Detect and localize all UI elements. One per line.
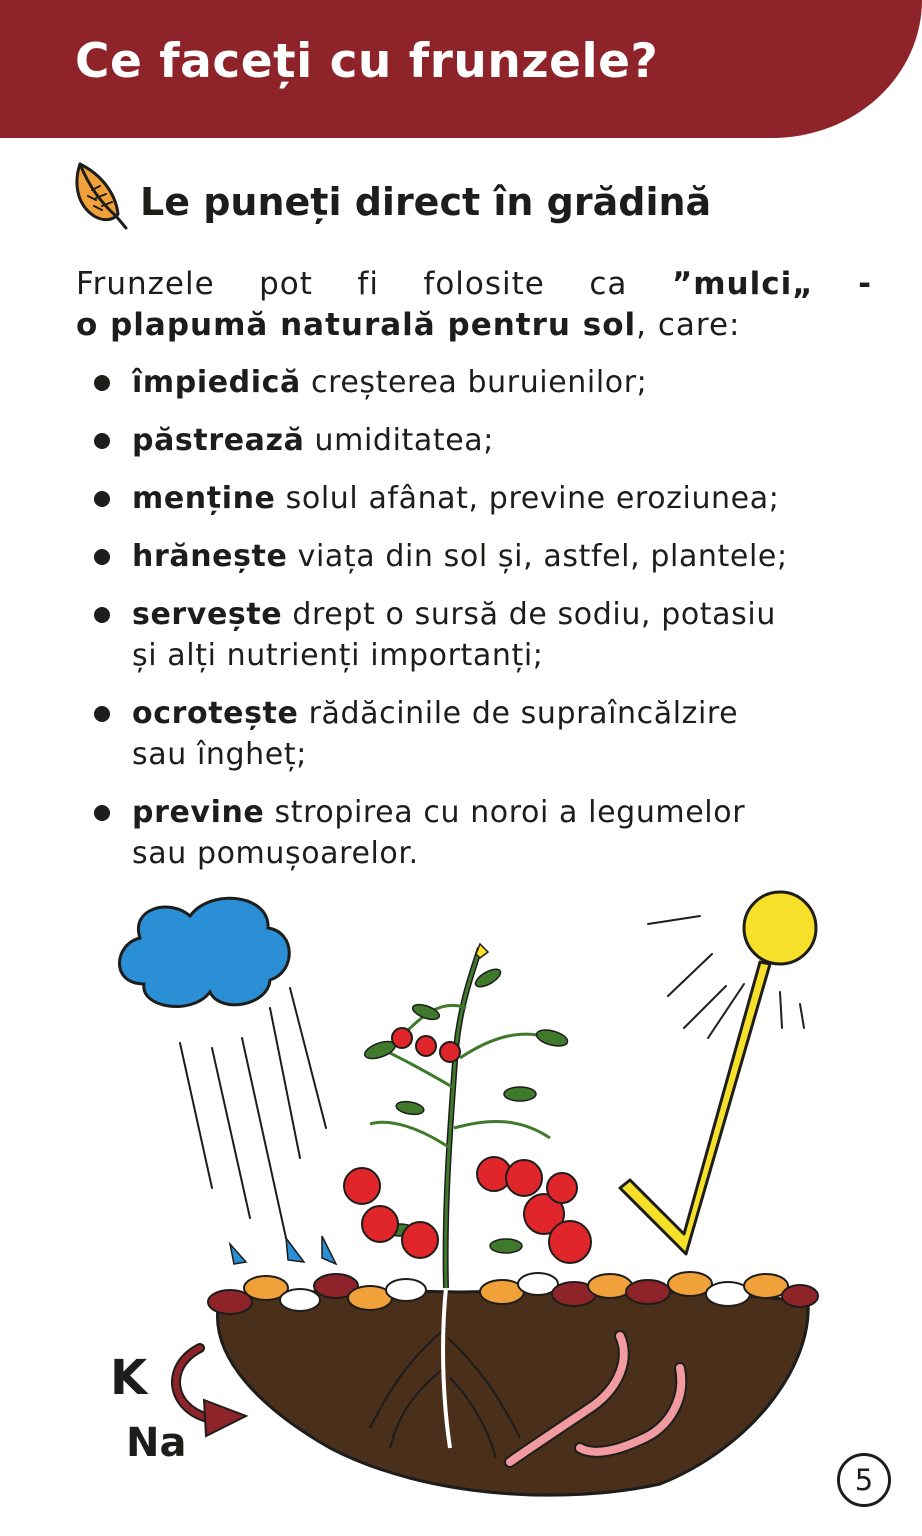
list-item-text <box>132 792 872 874</box>
list-item-rest: viața din sol și, astfel, plantele; <box>287 539 788 574</box>
list-item-bold: menține <box>132 481 276 516</box>
list-item-text <box>132 478 872 519</box>
list-item-bold: servește <box>132 597 283 632</box>
intro-dash: - <box>858 266 872 302</box>
list-item-bold: hrănește <box>132 539 288 574</box>
list-item-bold: previne <box>132 795 265 830</box>
leaf-icon <box>72 160 128 230</box>
section-title: Le puneți direct în grădină <box>140 180 712 224</box>
list-item-text <box>132 693 872 775</box>
bullet-dot-icon <box>94 375 110 391</box>
list-item-text <box>132 420 872 461</box>
bullet-dot-icon <box>94 549 110 565</box>
sodium-label: Na <box>126 1420 187 1466</box>
page-title: Ce faceți cu frunzele? <box>75 34 659 89</box>
list-item-bold: ocrotește <box>132 696 299 731</box>
tomato-icon <box>344 1028 591 1263</box>
list-item-rest-line-2: sau pomușoarelor. <box>132 836 419 871</box>
list-item-rest: drept o sursă de sodiu, potasiu <box>282 597 776 632</box>
intro-word: pot <box>259 266 313 302</box>
sun-icon <box>744 892 816 964</box>
list-item-rest: stropirea cu noroi a legumelor <box>264 795 746 830</box>
intro-word: ca <box>589 266 628 302</box>
bullet-dot-icon <box>94 805 110 821</box>
list-item-bold: păstrează <box>132 423 305 458</box>
bullet-dot-icon <box>94 491 110 507</box>
list-item-bold: împiedică <box>132 365 301 400</box>
intro-paragraph <box>76 264 872 346</box>
list-item-text <box>132 536 872 577</box>
bullet-dot-icon <box>94 706 110 722</box>
section-heading <box>72 160 872 230</box>
intro-mulci-term: ”mulci„ <box>671 266 814 302</box>
list-item-rest: umiditatea; <box>304 423 494 458</box>
intro-line-2 <box>76 305 872 346</box>
flower-icon <box>476 944 488 958</box>
tomato-plant <box>344 944 591 1288</box>
list-item-rest: solul afânat, previne eroziunea; <box>275 481 780 516</box>
rain-cloud-icon <box>120 898 290 1006</box>
intro-line-1 <box>76 264 872 305</box>
page-header <box>0 0 922 138</box>
intro-tail: , care: <box>636 307 741 343</box>
list-item-rest: creșterea buruienilor; <box>300 365 648 400</box>
intro-definition: o plapumă naturală pentru sol <box>76 307 637 343</box>
list-item-text <box>132 594 872 676</box>
potassium-label: K <box>110 1350 148 1406</box>
bullet-dot-icon <box>94 607 110 623</box>
intro-word: Frunzele <box>76 266 215 302</box>
rain-lines <box>180 988 326 1238</box>
page-number: 5 <box>837 1453 891 1507</box>
intro-word: fi <box>357 266 379 302</box>
garden-mulch-illustration <box>100 888 840 1508</box>
list-item-text <box>132 362 872 403</box>
intro-word: folosite <box>423 266 545 302</box>
list-item-rest-line-2: și alți nutrienți importanți; <box>132 638 544 673</box>
list-item-rest-line-2: sau îngheț; <box>132 737 307 772</box>
list-item-rest: rădăcinile de supraîncălzire <box>298 696 739 731</box>
sunlight-arrow <box>620 962 770 1254</box>
bullet-dot-icon <box>94 433 110 449</box>
